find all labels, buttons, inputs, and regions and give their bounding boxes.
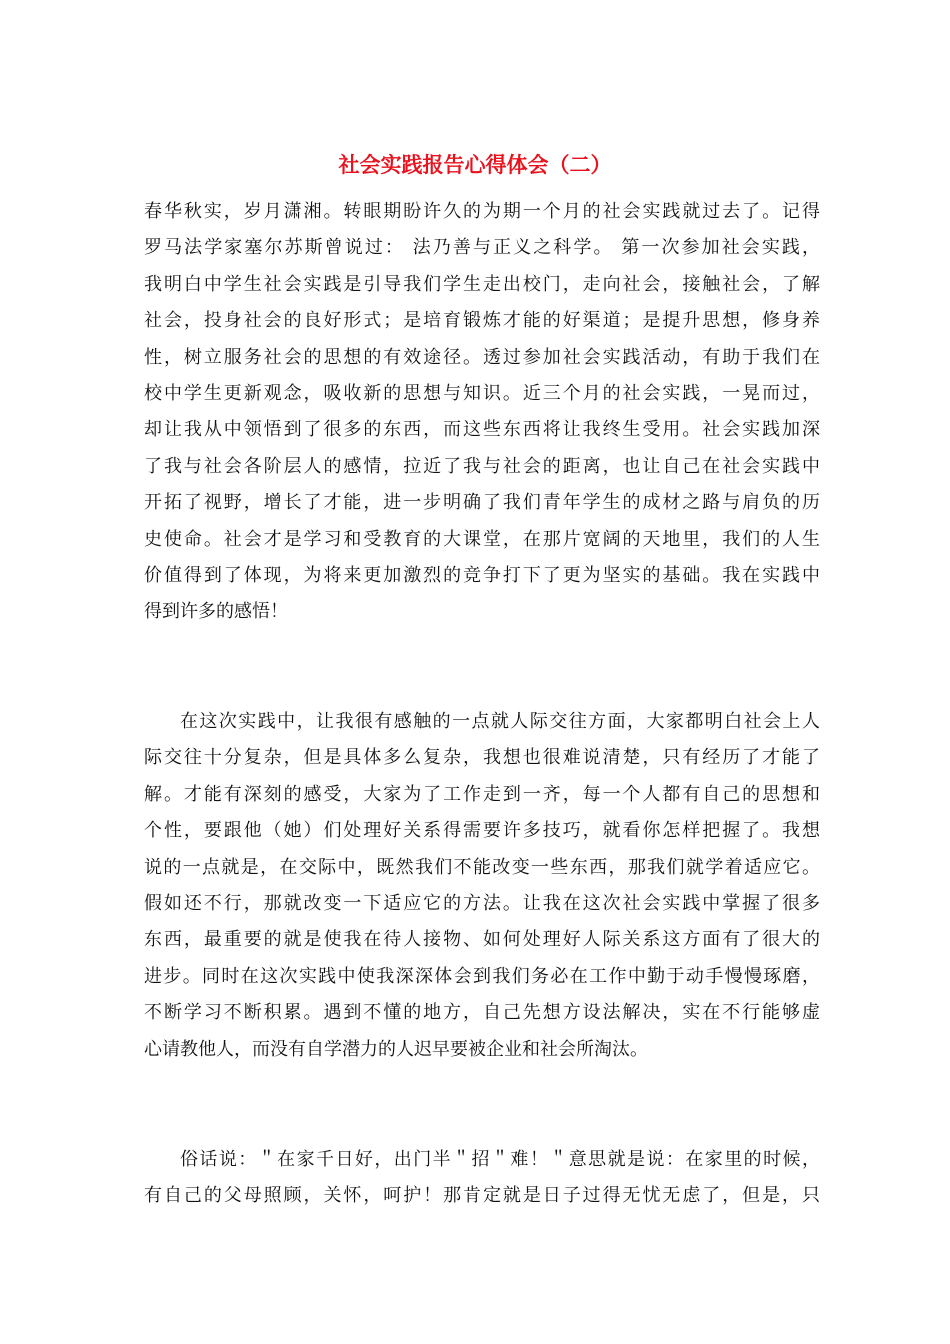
document-title: 社会实践报告心得体会（二） bbox=[338, 152, 612, 177]
paragraph-line: 在这次实践中，让我很有感触的一点就人际交往方面，大家都明白社会上人 bbox=[180, 711, 820, 732]
paragraph-line: 开拓了视野，增长了才能，进一步明确了我们青年学生的成材之路与肩负的历 bbox=[144, 492, 820, 514]
paragraph-line: 个性，要跟他（她）们处理好关系得需要许多技巧，就看你怎样把握了。我想 bbox=[144, 820, 820, 842]
paragraph-line: 俗话说：＂在家千日好，出门半＂招＂难！＂意思就是说：在家里的时候， bbox=[180, 1149, 820, 1170]
paragraph-line: 春华秋实，岁月潇湘。转眼期盼许久的为期一个月的社会实践就过去了。记得 bbox=[144, 201, 820, 222]
paragraph-line: 心请教他人，而没有自学潜力的人迟早要被企业和社会所淘汰。 bbox=[144, 1038, 648, 1060]
paragraph-line: 社会，投身社会的良好形式；是培育锻炼才能的好渠道；是提升思想，修身养 bbox=[144, 310, 820, 332]
paragraph-line: 说的一点就是，在交际中，既然我们不能改变一些东西，那我们就学着适应它。 bbox=[144, 856, 820, 878]
paragraph-line: 东西，最重要的就是使我在待人接物、如何处理好人际关系这方面有了很大的 bbox=[144, 929, 820, 951]
paragraph-line: 有自己的父母照顾，关怀，呵护！那肯定就是日子过得无忧无虑了，但是，只 bbox=[144, 1185, 820, 1207]
paragraph-line: 罗马法学家塞尔苏斯曾说过： 法乃善与正义之科学。 第一次参加社会实践， bbox=[144, 237, 820, 259]
paragraph-1 bbox=[144, 194, 820, 631]
paragraph-line: 性，树立服务社会的思想的有效途径。透过参加社会实践活动，有助于我们在 bbox=[144, 346, 820, 368]
paragraph-line: 校中学生更新观念，吸收新的思想与知识。近三个月的社会实践，一晃而过， bbox=[144, 382, 820, 404]
paragraph-line: 我明白中学生社会实践是引导我们学生走出校门，走向社会，接触社会，了解 bbox=[144, 273, 820, 295]
paragraph-3 bbox=[144, 1142, 820, 1215]
paragraph-line: 解。才能有深刻的感受，大家为了工作走到一齐，每一个人都有自己的思想和 bbox=[144, 783, 820, 805]
paragraph-line: 却让我从中领悟到了很多的东西，而这些东西将让我终生受用。社会实践加深 bbox=[144, 419, 820, 441]
paragraph-line: 价值得到了体现，为将来更加激烈的竞争打下了更为坚实的基础。我在实践中 bbox=[144, 564, 820, 586]
paragraph-line: 际交往十分复杂，但是具体多么复杂，我想也很难说清楚，只有经历了才能了 bbox=[144, 747, 820, 769]
paragraph-line: 史使命。社会才是学习和受教育的大课堂，在那片宽阔的天地里，我们的人生 bbox=[144, 528, 820, 550]
paragraph-line: 进步。同时在这次实践中使我深深体会到我们务必在工作中勤于动手慢慢琢磨， bbox=[144, 965, 820, 987]
paragraph-line: 假如还不行，那就改变一下适应它的方法。让我在这次社会实践中掌握了很多 bbox=[144, 892, 820, 914]
paragraph-line: 了我与社会各阶层人的感情，拉近了我与社会的距离，也让自己在社会实践中 bbox=[144, 455, 820, 477]
paragraph-line: 不断学习不断积累。遇到不懂的地方，自己先想方设法解决，实在不行能够虚 bbox=[144, 1002, 820, 1024]
paragraph-line: 得到许多的感悟！ bbox=[144, 601, 288, 623]
paragraph-2 bbox=[144, 704, 820, 1068]
